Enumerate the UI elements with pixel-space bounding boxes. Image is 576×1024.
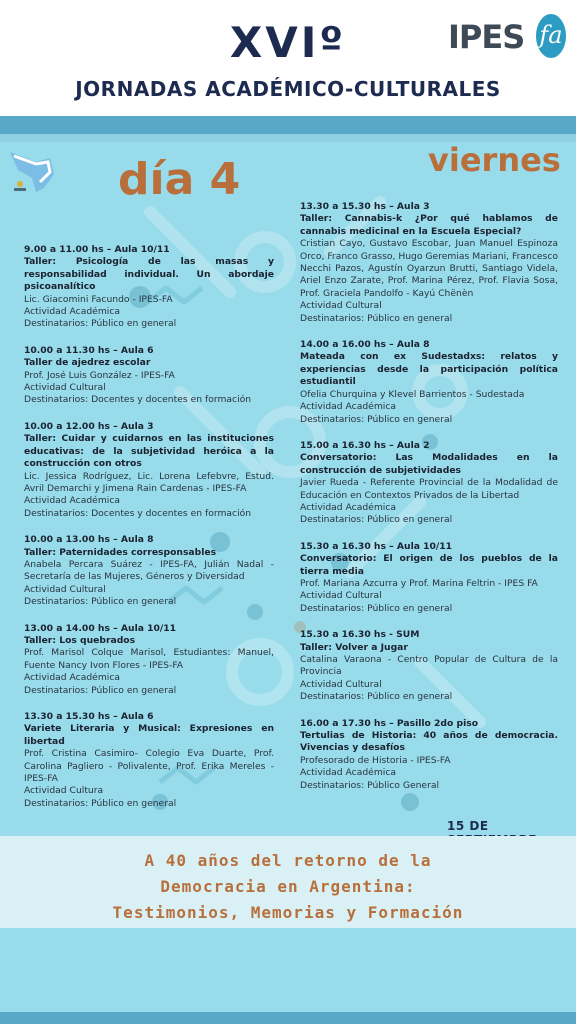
event-detail: Actividad Académica — [300, 501, 397, 513]
schedule-event — [300, 718, 558, 792]
event-detail: Destinatarios: Público en general — [24, 797, 177, 809]
argentina-wing-emblem — [6, 144, 58, 196]
event-time: 14.00 a 16.00 hs – Aula 8 — [300, 339, 430, 351]
event-title: Taller: Cuidar y cuidarnos en las instituciones educativas: de la subjetividad heróica a la construcción con otros — [24, 433, 274, 470]
schedule-event — [300, 339, 558, 426]
schedule-event — [24, 421, 274, 520]
event-detail: Destinatarios: Público en general — [300, 413, 453, 425]
event-detail: Actividad Cultural — [24, 583, 106, 595]
schedule-event — [24, 711, 274, 810]
header — [0, 0, 576, 116]
event-detail: Actividad Académica — [24, 495, 121, 507]
event-title: Tertulias de Historia: 40 años de democracia. Vivencias y desafíos — [300, 730, 558, 754]
schedule-event — [24, 345, 274, 407]
event-time: 13.30 a 15.30 hs – Aula 3 — [300, 201, 430, 212]
event-detail: Javier Rueda - Referente Provincial de la Modalidad de Educación en Contextos Privados de la Libertad — [300, 477, 558, 501]
event-detail: Anabela Percara Suárez - IPES-FA, Julián Nadal - Secretaría de las Mujeres, Géneros y Diversidad — [24, 558, 274, 583]
footer-line-3: Testimonios, Memorias y Formación — [112, 903, 464, 922]
event-detail: Prof. Cristina Casimiro- Colegio Eva Duarte, Prof. Carolina Pagliero - Polivalente, Prof. Erika Mereles - IPES-FA — [24, 748, 274, 785]
event-detail: Lic. Jessica Rodríguez, Lic. Lorena Lefebvre, Estud. Avril Demarchi y Jimena Rain Cardenas - IPES-FA — [24, 470, 274, 494]
event-detail: Prof. Marisol Colque Marisol, Estudiantes: Manuel, Fuente Nancy Ivon Flores - IPES-FA — [24, 647, 274, 671]
event-detail: Lic. Giacomini Facundo - IPES-FA — [24, 293, 173, 305]
event-detail: Prof. José Luis González - IPES-FA — [24, 369, 175, 381]
event-detail: Destinatarios: Docentes y docentes en formación — [24, 507, 252, 519]
event-title: Taller: Volver a Jugar — [300, 641, 408, 653]
event-detail: Cristian Cayo, Gustavo Escobar, Juan Manuel Espinoza Orco, Franco Grasso, Hugo Geremias Mariani, Francesco Necchi Pazos, Agustín Oyarzun Brutti, Santiago Videla, Ariel Enzo Zarate, Prof. Marina Pérez, Prof. Flavia Sosa, Prof. Graciela Pandolfo - Kayú Chënèn — [300, 238, 559, 299]
event-time: 13.00 a 14.00 hs – Aula 10/11 — [24, 622, 177, 634]
schedule-event — [24, 244, 274, 331]
event-title: Taller: Cannabis-k ¿Por qué hablamos de cannabis medicinal en la Escuela Especial? — [300, 213, 558, 237]
day-number: día 4 — [118, 154, 241, 205]
event-time: 9.00 a 11.00 hs – Aula 10/11 — [24, 244, 170, 255]
event-title: Taller: Paternidades corresponsables — [24, 546, 217, 558]
event-detail: Destinatarios: Público en general — [300, 602, 453, 614]
schedule-event — [24, 534, 274, 608]
event-title: Conversatorio: El origen de los pueblos de la tierra media — [300, 553, 558, 577]
event-title: Taller: Los quebrados — [24, 634, 136, 646]
left-column — [24, 244, 274, 824]
event-detail: Destinatarios: Público en general — [300, 312, 453, 324]
event-detail: Actividad Académica — [300, 401, 397, 413]
event-time: 10.00 a 12.00 hs – Aula 3 — [24, 420, 154, 432]
right-column — [300, 201, 558, 806]
event-detail: Destinatarios: Público en general — [24, 684, 177, 696]
event-detail: Actividad Cultural — [300, 678, 382, 690]
schedule-event — [300, 201, 558, 325]
event-time: 16.00 a 17.30 hs – Pasillo 2do piso — [300, 717, 479, 729]
schedule-event — [24, 623, 274, 697]
event-detail: Destinatarios: Público en general — [24, 318, 177, 330]
event-detail: Actividad Cultural — [24, 382, 106, 394]
event-detail: Actividad Cultura — [24, 785, 104, 797]
event-detail: Actividad Académica — [300, 767, 397, 779]
event-detail: Catalina Varaona - Centro Popular de Cultura de la Provincia — [300, 654, 558, 678]
event-time: 15.00 a 16.30 hs – Aula 2 — [300, 439, 430, 451]
schedule-event — [300, 629, 558, 703]
schedule-event — [300, 541, 558, 615]
footer-slogan — [0, 848, 576, 926]
event-detail: Actividad Cultural — [300, 300, 382, 312]
event-detail: Destinatarios: Público General — [300, 779, 440, 791]
event-time: 13.30 a 15.30 hs – Aula 6 — [24, 711, 154, 722]
event-time: 15.30 a 16.30 hs - SUM — [300, 629, 420, 641]
event-detail: Destinatarios: Público en general — [24, 596, 177, 608]
event-detail: Destinatarios: Público en general — [300, 514, 453, 526]
event-title: Taller: Psicología de las masas y responsabilidad individual. Un abordaje psicoanalítico — [24, 256, 274, 293]
event-title: Mateada con ex Sudestadxs: relatos y experiencias desde la participación política estudiantil — [300, 351, 558, 388]
edition-title: XVIº — [229, 18, 347, 67]
event-title: Taller de ajedrez escolar — [24, 357, 151, 369]
event-detail: Destinatarios: Público en general — [300, 691, 453, 703]
event-title: Variete Literaria y Musical: Expresiones en libertad — [24, 723, 274, 747]
event-detail: Actividad Académica — [24, 306, 121, 318]
bottom-strip — [0, 1012, 576, 1024]
top-band — [0, 116, 576, 134]
event-detail: Destinatarios: Docentes y docentes en formación — [24, 394, 252, 406]
event-detail: Prof. Mariana Azcurra y Prof. Marina Feltrin - IPES FA — [300, 577, 538, 589]
event-time: 10.00 a 13.00 hs – Aula 8 — [24, 534, 154, 546]
bottom-band — [0, 928, 576, 1012]
schedule-event — [300, 440, 558, 527]
event-date: 15 DE — [447, 819, 489, 833]
event-detail: Profesorado de Historia - IPES-FA — [300, 754, 451, 766]
logo-mark: fa — [536, 14, 566, 58]
ipes-logo — [448, 14, 568, 62]
footer-line-2: Democracia en Argentina: — [160, 877, 416, 896]
footer-line-1: A 40 años del retorno de la — [144, 851, 432, 870]
event-detail: Actividad Académica — [24, 672, 121, 684]
event-time: 10.00 a 11.30 hs – Aula 6 — [24, 344, 154, 356]
weekday: viernes — [428, 141, 561, 179]
event-title: Conversatorio: Las Modalidades en la construcción de subjetividades — [300, 452, 558, 476]
event-time: 15.30 a 16.30 hs – Aula 10/11 — [300, 540, 453, 552]
logo-text: IPES — [448, 18, 525, 56]
event-detail: Ofelia Churquina y Klevel Barrientos - Sudestada — [300, 388, 525, 400]
event-subtitle: JORNADAS ACADÉMICO-CULTURALES — [75, 77, 501, 101]
event-detail: Actividad Cultural — [300, 590, 382, 602]
